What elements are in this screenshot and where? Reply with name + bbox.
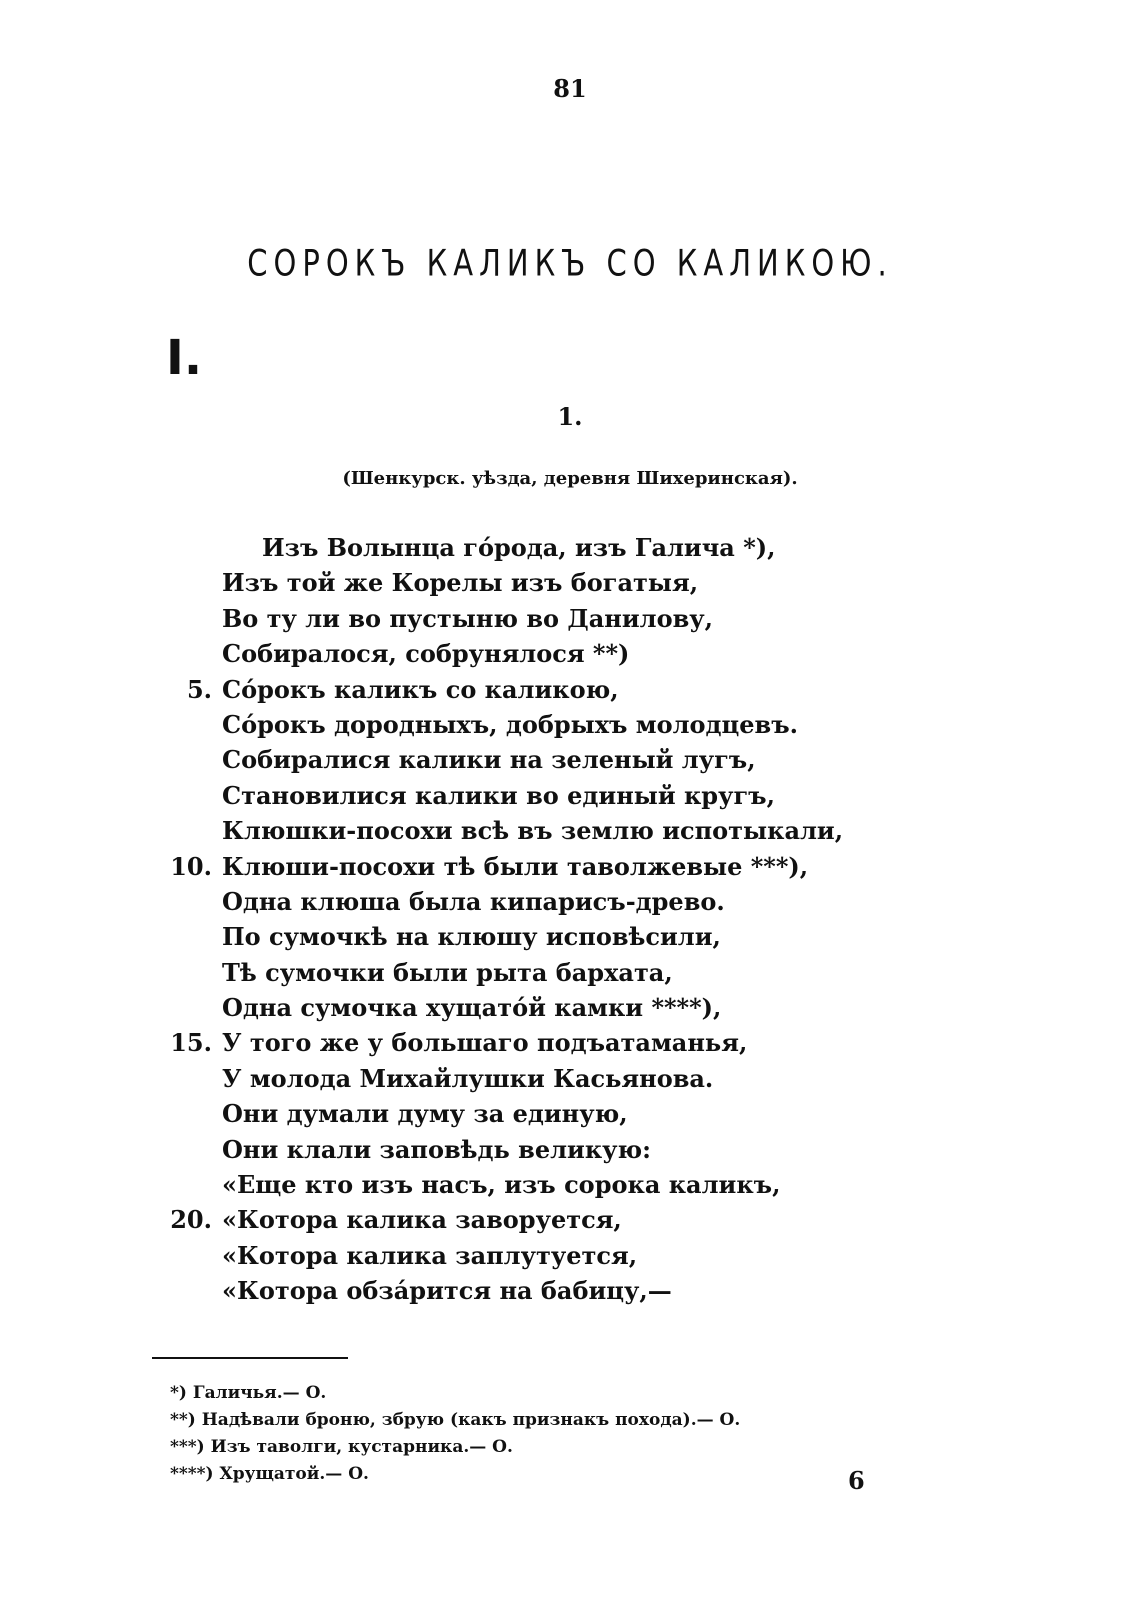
line-text: Изъ Волынца гóрода, изъ Галича *), bbox=[262, 533, 776, 562]
line-text: Сóрокъ дородныхъ, добрыхъ молодцевъ. bbox=[222, 709, 798, 739]
line-number: 10. bbox=[170, 851, 212, 881]
poem-line bbox=[0, 1132, 1140, 1167]
footnote: *) Галичья.— О. bbox=[170, 1383, 327, 1403]
line-text: «Еще кто изъ насъ, изъ сорока каликъ, bbox=[222, 1170, 781, 1200]
poem-line bbox=[0, 1061, 1140, 1096]
line-text: Они думали думу за единую, bbox=[222, 1099, 628, 1129]
line-text: Собиралося, собрунялося **) bbox=[222, 639, 630, 669]
poem-line bbox=[0, 849, 1140, 884]
poem-line bbox=[0, 742, 1140, 777]
footnote-divider bbox=[152, 1357, 348, 1359]
poem-line bbox=[0, 601, 1140, 636]
line-text: Клюши-посохи тѣ были таволжевые ***), bbox=[222, 851, 809, 881]
poem-line bbox=[0, 990, 1140, 1025]
line-text: У того же у большаго подъатаманья, bbox=[222, 1028, 748, 1058]
line-text: Собиралися калики на зеленый лугъ, bbox=[222, 745, 756, 775]
line-text: По сумочкѣ на клюшу исповѣсили, bbox=[222, 922, 721, 952]
footnote: **) Надѣвали броню, збрую (какъ признакъ похода).— О. bbox=[170, 1410, 741, 1430]
poem-line bbox=[0, 636, 1140, 671]
line-text: «Котора обзáрится на бабицу,— bbox=[222, 1276, 672, 1306]
printer-signature: 6 bbox=[848, 1466, 865, 1495]
line-number: 15. bbox=[170, 1028, 212, 1058]
line-text: Они клали заповѣдь великую: bbox=[222, 1134, 651, 1164]
footnote: ***) Изъ таволги, кустарника.— О. bbox=[170, 1437, 513, 1457]
poem-line bbox=[0, 672, 1140, 707]
poem-line bbox=[0, 955, 1140, 990]
line-text: Клюшки-посохи всѣ въ землю испотыкали, bbox=[222, 816, 844, 846]
poem-line bbox=[0, 1202, 1140, 1237]
poem-line bbox=[0, 813, 1140, 848]
poem-line bbox=[0, 565, 1140, 600]
poem-body bbox=[0, 530, 1140, 1309]
poem-line bbox=[0, 1167, 1140, 1202]
poem-title: СОРОКЪ КАЛИКЪ СО КАЛИКОЮ. bbox=[247, 241, 893, 285]
footnote: ****) Хрущатой.— О. bbox=[170, 1464, 369, 1484]
line-text: Изъ той же Корелы изъ богатыя, bbox=[222, 568, 699, 598]
line-text: Сóрокъ каликъ со каликою, bbox=[222, 674, 619, 704]
line-number: 20. bbox=[170, 1205, 212, 1235]
line-text: Становилися калики во единый кругъ, bbox=[222, 780, 775, 810]
poem-line bbox=[0, 884, 1140, 919]
line-text: У молода Михайлушки Касьянова. bbox=[222, 1063, 714, 1093]
line-number: 5. bbox=[186, 674, 212, 704]
section-number: 1. bbox=[557, 402, 583, 431]
source-note: (Шенкурск. уѣзда, деревня Шихеринская). bbox=[342, 468, 798, 489]
poem-line bbox=[0, 919, 1140, 954]
poem-line bbox=[0, 1096, 1140, 1131]
line-text: «Котора калика заплутуется, bbox=[222, 1240, 638, 1270]
poem-line bbox=[0, 1025, 1140, 1060]
poem-line bbox=[0, 530, 1140, 565]
poem-line bbox=[0, 778, 1140, 813]
line-text: Одна сумочка хущатóй камки ****), bbox=[222, 993, 722, 1023]
line-text: «Котора калика заворуется, bbox=[222, 1205, 622, 1235]
part-number: I. bbox=[166, 330, 203, 386]
page-number: 81 bbox=[553, 74, 587, 103]
line-text: Тѣ сумочки были рыта бархата, bbox=[222, 957, 673, 987]
line-text: Во ту ли во пустыню во Данилову, bbox=[222, 603, 713, 633]
line-text: Одна клюша была кипарисъ-древо. bbox=[222, 886, 725, 916]
poem-line bbox=[0, 1273, 1140, 1308]
footnotes bbox=[170, 1380, 740, 1488]
poem-line bbox=[0, 707, 1140, 742]
poem-line bbox=[0, 1238, 1140, 1273]
